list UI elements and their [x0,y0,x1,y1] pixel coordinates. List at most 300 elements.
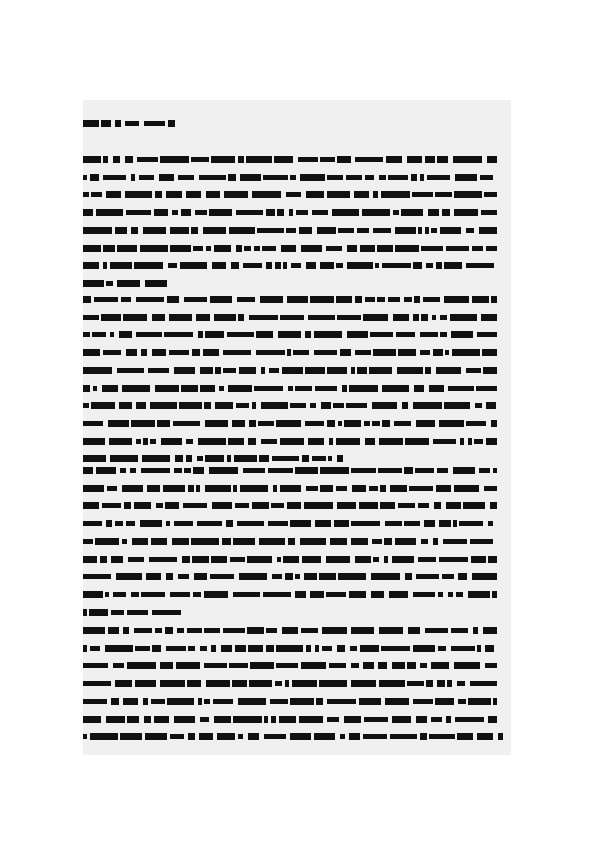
text-word [152,610,181,615]
text-word [180,262,207,269]
text-word [233,538,255,545]
text-word [182,556,190,563]
text-word [119,402,132,409]
text-word [287,296,308,303]
text-word [227,455,231,462]
text-word [300,538,326,545]
text-word [151,538,167,545]
text-word [355,556,371,563]
text-word [381,191,410,198]
text-word [191,227,198,234]
text-word [364,421,370,426]
text-word [117,368,144,373]
text-word [312,456,326,461]
text-word [448,592,453,597]
text-line [83,227,503,234]
text-word [184,468,191,473]
text-line [83,627,503,634]
text-word [259,455,269,462]
text-word [425,156,435,163]
text-word [175,455,183,462]
text-word [436,485,451,492]
text-word [215,367,221,374]
text-word [205,420,228,427]
text-word [471,556,486,563]
text-word [94,297,118,302]
text-word [363,734,387,739]
text-word [390,734,417,739]
text-word [333,403,344,408]
text-word [83,627,105,634]
text-word [365,438,375,445]
text-word [280,485,301,492]
text-word [126,349,137,356]
text-word [101,120,111,127]
text-word [344,420,361,427]
text-word [444,262,462,269]
text-word [146,573,161,580]
text-word [393,210,399,215]
text-word [330,538,347,545]
text-word [264,716,268,723]
text-line [83,485,503,492]
text-word [327,191,350,198]
text-word [418,227,422,234]
text-word [448,386,474,391]
text-word [413,262,422,269]
text-word [327,175,343,180]
text-word [195,210,207,215]
text-word [152,349,166,356]
text-word [232,420,245,427]
text-word [370,332,393,337]
text-word [83,120,99,127]
text-word [421,314,428,321]
text-word [212,502,232,509]
text-word [404,467,413,474]
text-word [405,573,412,580]
text-word [401,209,423,216]
text-word [371,573,400,580]
text-word [397,367,423,374]
text-word [360,245,375,252]
text-word [204,628,220,633]
text-word [120,468,126,473]
text-word [301,628,318,633]
text-line [83,209,503,216]
text-word [298,157,318,162]
text-word [295,386,312,391]
text-word [186,455,192,462]
text-word [113,663,124,668]
text-word [211,556,227,563]
text-word [174,468,182,473]
text-word [364,717,388,722]
text-word [116,573,142,580]
text-word [306,486,318,491]
text-word [316,698,323,705]
text-word [351,521,380,526]
text-word [498,733,503,740]
text-word [453,520,457,527]
text-line [83,156,503,163]
text-word [378,468,402,473]
text-word [377,245,393,252]
text-word [136,439,141,444]
text-word [127,716,139,723]
text-word [290,403,306,408]
text-word [109,438,132,445]
text-word [295,467,318,474]
text-word [317,227,336,234]
text-word [179,402,202,409]
text-word [239,367,256,374]
text-word [170,592,190,597]
text-word [101,314,121,321]
document-page [83,100,511,755]
text-word [192,556,209,563]
text-word [83,609,87,616]
text-word [344,716,361,723]
text-word [468,698,491,705]
text-word [404,297,412,302]
text-word [276,420,301,427]
text-word [106,716,125,723]
text-word [205,455,224,462]
text-word [285,680,289,687]
text-word [123,627,129,634]
text-word [214,245,231,252]
text-word [139,175,154,180]
text-word [110,455,138,462]
text-word [159,174,174,181]
text-word [157,420,170,427]
text-word [363,314,388,321]
text-word [197,456,203,461]
text-word [103,245,115,252]
text-word [431,228,437,233]
text-word [395,538,416,545]
text-word [187,680,201,687]
text-word [408,627,420,634]
text-word [106,281,113,286]
text-word [442,574,454,579]
text-word [113,156,120,163]
text-word [418,503,429,508]
text-line [83,367,503,374]
text-word [113,592,126,597]
text-word [474,439,483,444]
text-word [248,438,256,445]
text-word [336,263,343,268]
text-word [170,734,184,739]
text-word [285,573,293,580]
text-word [83,421,103,426]
text-word [137,157,158,162]
text-word [426,263,433,268]
text-word [337,315,361,320]
text-word [131,174,135,181]
text-word [337,156,351,163]
text-word [125,156,133,163]
text-word [351,538,368,545]
text-word [188,646,195,651]
text-line [83,438,503,445]
text-word [432,315,436,320]
text-word [477,332,497,337]
text-word [194,573,207,580]
text-word [166,521,170,526]
text-word [290,520,311,527]
text-word [152,645,161,652]
text-word [357,228,369,233]
text-word [106,191,121,198]
text-word [433,538,438,545]
text-word [351,468,376,473]
text-word [143,227,166,234]
text-word [438,592,443,597]
text-word [493,698,497,705]
text-word [106,520,112,527]
text-word [169,350,189,355]
text-word [420,350,430,355]
text-word [237,521,264,526]
text-word [415,468,434,473]
text-word [212,262,226,269]
text-word [167,296,179,303]
text-word [238,734,243,739]
text-word [346,403,367,408]
text-word [486,402,496,409]
text-word [420,733,427,740]
text-word [373,349,396,356]
text-word [435,698,454,705]
text-word [83,539,93,544]
text-word [493,468,497,473]
text-word [447,680,452,687]
text-word [337,645,345,652]
text-word [444,296,469,303]
text-word [198,698,202,705]
text-word [160,156,189,163]
text-word [270,699,288,704]
text-word [83,403,89,408]
text-word [83,192,89,197]
text-line [83,662,503,669]
text-word [264,734,286,739]
text-word [420,332,438,337]
text-word [125,121,139,126]
text-word [360,645,379,652]
text-word [433,349,443,356]
text-word [160,662,173,669]
text-word [111,698,119,705]
text-word [227,332,254,337]
text-word [217,733,235,740]
text-word [213,699,233,704]
text-word [90,733,118,740]
text-word [198,331,203,338]
text-word [240,485,268,492]
text-line [83,174,503,181]
text-word [281,245,296,252]
text-word [485,645,494,652]
text-word [340,349,351,356]
text-word [132,538,148,545]
text-word [354,191,369,198]
text-word [365,175,374,180]
text-word [83,315,99,320]
text-word [183,503,207,508]
text-word [452,349,480,356]
text-word [407,681,424,686]
text-word [205,331,224,338]
text-word [372,421,380,426]
text-word [379,175,386,180]
text-word [338,228,354,233]
text-word [155,385,179,392]
text-word [380,485,386,492]
text-word [483,627,497,634]
text-word [126,210,151,215]
text-word [312,210,328,215]
text-word [487,156,497,163]
text-word [457,733,473,740]
text-word [232,680,247,687]
text-word [283,556,299,563]
text-word [275,262,281,269]
text-word [457,681,465,686]
text-word [142,455,170,462]
text-word [288,386,293,391]
text-line [83,191,503,198]
text-line [83,645,503,652]
text-word [377,297,385,302]
text-word [413,699,433,704]
text-word [168,120,175,127]
text-word [152,314,165,321]
text-word [407,156,422,163]
text-word [141,468,170,473]
text-word [299,716,323,723]
text-line [83,538,503,545]
text-word [111,610,124,615]
text-word [100,556,107,563]
text-word [238,314,244,321]
text-word [421,246,443,251]
text-word [379,438,403,445]
text-word [272,574,282,579]
text-line [83,245,503,252]
text-word [444,402,470,409]
text-word [168,263,177,268]
text-word [226,520,233,527]
text-word [131,592,139,597]
text-word [178,175,194,180]
text-word [145,733,167,740]
text-word [163,485,185,492]
text-word [228,174,236,181]
text-word [221,645,232,652]
text-word [140,245,168,252]
text-word [273,485,277,492]
text-word [117,245,137,252]
text-word [115,680,132,687]
text-word [279,716,296,723]
text-word [359,502,378,509]
text-word [219,386,224,391]
text-line [83,556,503,563]
text-word [440,227,461,234]
text-word [411,174,417,181]
text-word [144,121,165,126]
text-word [480,175,493,180]
text-word [349,591,366,598]
text-word [191,157,209,162]
text-word [266,645,274,652]
text-word [234,455,257,462]
text-word [272,456,299,461]
text-word [290,733,311,740]
text-word [155,628,162,633]
text-word [382,420,390,427]
text-word [83,175,87,180]
text-word [446,716,451,723]
text-word [346,175,362,180]
text-word [327,420,335,427]
text-word [338,421,342,426]
text-word [203,349,219,356]
text-word [231,262,239,269]
text-word [454,191,482,198]
text-word [200,717,209,722]
text-word [429,385,444,392]
text-word [135,646,150,651]
text-word [443,539,467,544]
text-word [266,209,275,216]
text-word [150,402,177,409]
text-word [380,502,395,509]
text-word [247,627,264,634]
text-word [123,698,138,705]
text-word [413,645,435,652]
text-word [351,367,355,374]
text-word [326,556,350,563]
text-word [404,521,420,526]
text-word [238,156,244,163]
text-word [322,646,332,651]
text-word [302,556,321,563]
text-word [440,315,447,320]
text-word [136,402,146,409]
text-word [373,228,391,233]
text-word [223,350,251,355]
text-word [472,246,483,251]
text-word [249,420,256,427]
text-word [379,627,403,634]
text-word [305,421,324,426]
text-word [329,438,333,445]
text-word [429,734,455,739]
text-word [466,421,486,426]
text-word [274,156,293,163]
text-word [421,539,428,544]
text-word [388,297,400,302]
text-word [103,175,126,180]
text-word [491,420,497,427]
text-word [206,191,220,198]
text-word [102,385,118,392]
